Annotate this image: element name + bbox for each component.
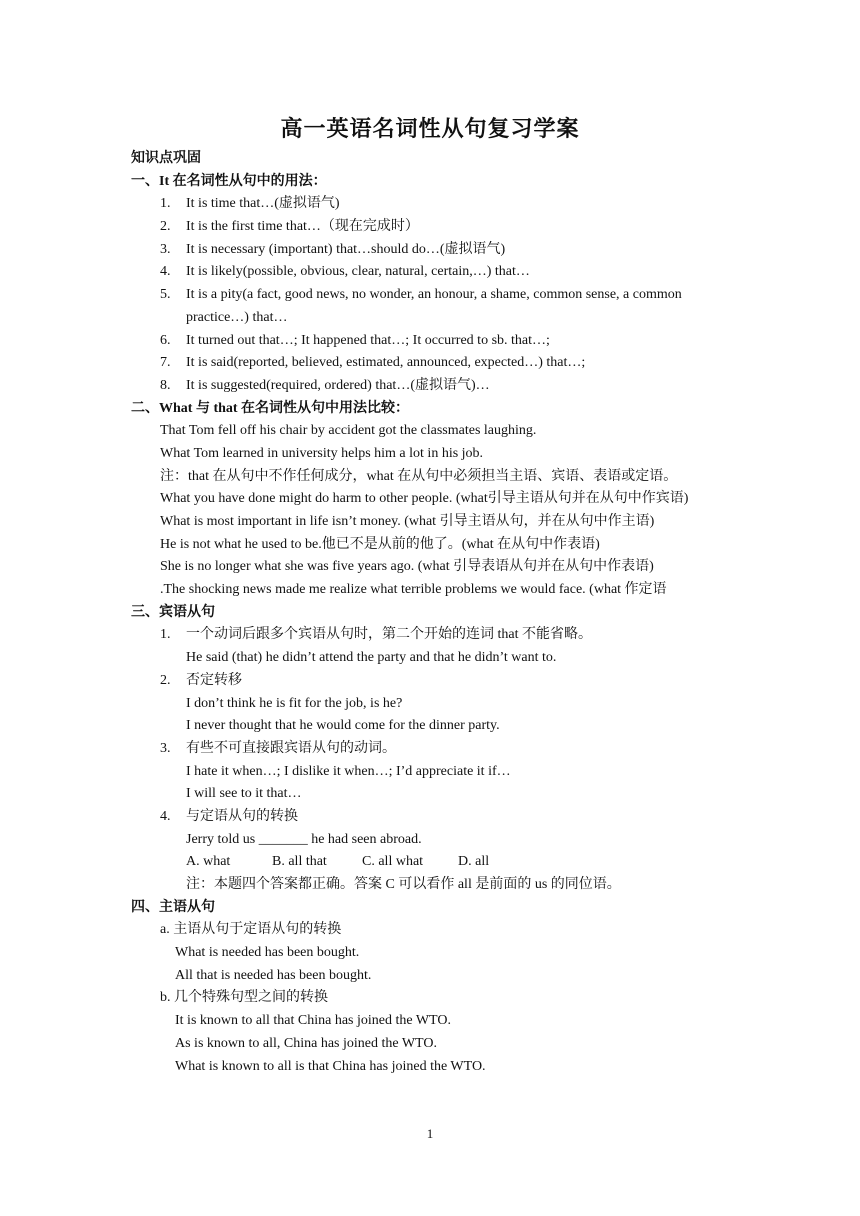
list-number: 5. [160, 287, 171, 303]
text-line: 注：本题四个答案都正确。答案 C 可以看作 all 是前面的 us 的同位语。 [186, 877, 621, 892]
text-line: a. 主语从句于定语从句的转换 [160, 922, 342, 938]
text-line: As is known to all, China has joined the WTO. [175, 1035, 437, 1051]
list-item-text: 有些不可直接跟宾语从句的动词。 [186, 740, 396, 756]
text-line [0, 352, 860, 375]
text-line: practice…) that… [186, 309, 288, 325]
text-line: .The shocking news made me realize what terrible problems we would face. (what 作定语 [160, 582, 667, 598]
list-number: 7. [160, 355, 171, 371]
text-line: What you have done might do harm to other people. (what引导主语从句并在从句中作宾语) [160, 491, 689, 507]
text-line [0, 216, 860, 239]
section-heading: 三、宾语从句 [131, 604, 215, 620]
text-line: It is known to all that China has joined the WTO. [175, 1013, 451, 1029]
text-line: I will see to it that… [186, 786, 302, 802]
text-line [0, 330, 860, 353]
list-item-text: It is suggested(required, ordered) that…(虚拟语气)… [186, 377, 490, 393]
list-number: 6. [160, 332, 171, 348]
list-item-text: It turned out that…; It happened that…; It occurred to sb. that…; [186, 332, 550, 348]
section-heading: 知识点巩固 [131, 151, 201, 166]
text-line: All that is needed has been bought. [175, 967, 372, 983]
text-line [0, 738, 860, 761]
answer-option: A. what [186, 854, 231, 870]
text-line: That Tom fell off his chair by accident got the classmates laughing. [160, 423, 537, 439]
answer-options [0, 851, 860, 874]
page-number: 1 [426, 1126, 434, 1141]
text-line [0, 284, 860, 307]
list-number: 3. [160, 740, 171, 756]
text-line: I don’t think he is fit for the job, is he? [186, 695, 403, 711]
list-number: 8. [160, 377, 171, 393]
text-line: 注：that 在从句中不作任何成分，what 在从句中必须担当主语、宾语、表语或定语。 [160, 468, 678, 484]
list-number: 2. [160, 219, 171, 235]
text-line [0, 806, 860, 829]
text-line: Jerry told us _______ he had seen abroad. [186, 831, 422, 847]
list-item-text: 一个动词后跟多个宾语从句时，第二个开始的连词 that 不能省略。 [186, 627, 592, 643]
text-line: He is not what he used to be.他已不是从前的他了。(what 在从句中作表语) [160, 536, 600, 552]
text-line [0, 670, 860, 693]
list-number: 4. [160, 808, 171, 824]
list-number: 4. [160, 264, 171, 280]
text-line: She is no longer what she was five years ago. (what 引导表语从句并在从句中作表语) [160, 559, 654, 575]
list-item-text: It is likely(possible, obvious, clear, natural, certain,…) that… [186, 264, 530, 280]
list-item-text: It is a pity(a fact, good news, no wonder, an honour, a shame, common sense, a common [186, 287, 682, 303]
answer-option: D. all [458, 854, 490, 870]
text-line: What is most important in life isn’t money. (what 引导主语从句，并在从句中作主语) [160, 514, 655, 529]
text-line: What is known to all is that China has joined the WTO. [175, 1058, 486, 1074]
document-title: 高一英语名词性从句复习学案 [280, 116, 580, 141]
text-line: What Tom learned in university helps him a lot in his job. [160, 445, 484, 461]
text-line [0, 624, 860, 647]
list-number: 1. [160, 196, 171, 212]
list-item-text: It is time that…(虚拟语气) [186, 196, 340, 212]
section-heading: 二、What 与 that 在名词性从句中用法比较： [131, 400, 410, 416]
list-item-text: 否定转移 [186, 672, 242, 688]
text-line: b. 几个特殊句型之间的转换 [160, 990, 328, 1006]
text-line: He said (that) he didn’t attend the party and that he didn’t want to. [186, 650, 557, 666]
text-line [0, 239, 860, 262]
list-number: 1. [160, 627, 171, 643]
answer-option: B. all that [272, 854, 327, 870]
section-heading: 四、主语从句 [131, 899, 215, 915]
answer-option: C. all what [362, 854, 424, 870]
section-heading: 一、It 在名词性从句中的用法： [131, 173, 327, 189]
list-item-text: It is the first time that…（现在完成时） [186, 219, 419, 235]
text-line [0, 193, 860, 216]
list-item-text: It is said(reported, believed, estimated, announced, expected…) that…; [186, 355, 586, 371]
text-line: I hate it when…; I dislike it when…; I’d appreciate it if… [186, 763, 511, 779]
text-line: What is needed has been bought. [175, 945, 360, 961]
text-line [0, 375, 860, 398]
list-item-text: 与定语从句的转换 [186, 808, 298, 824]
text-line [0, 261, 860, 284]
list-item-text: It is necessary (important) that…should do…(虚拟语气) [186, 241, 506, 257]
document-body [0, 148, 860, 1078]
list-number: 2. [160, 672, 171, 688]
text-line: I never thought that he would come for the dinner party. [186, 718, 500, 734]
list-number: 3. [160, 241, 171, 257]
